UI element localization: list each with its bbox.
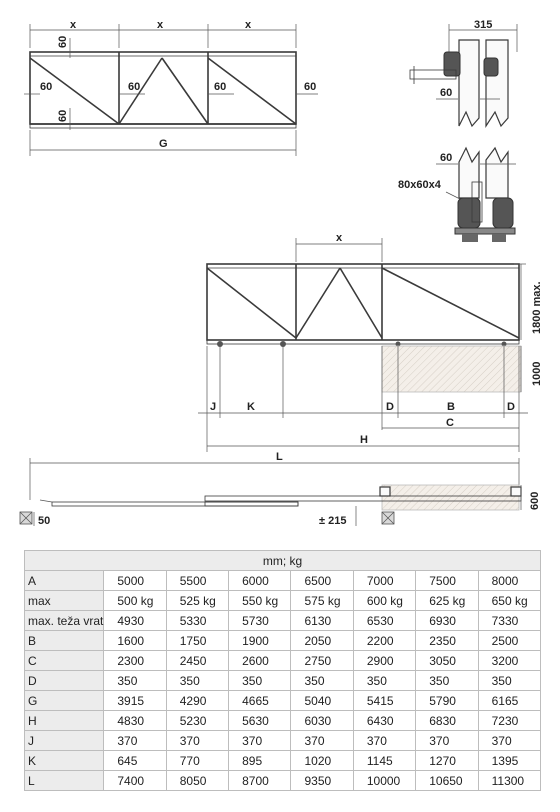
dim-d-right: D xyxy=(507,401,515,413)
table-cell: 5790 xyxy=(416,691,478,711)
table-cell: 6030 xyxy=(291,711,353,731)
table-row xyxy=(25,731,541,751)
table-cell: 5730 xyxy=(229,611,291,631)
table-cell: 2750 xyxy=(291,651,353,671)
table-cell: 3050 xyxy=(416,651,478,671)
dim-60-mid-1: 60 xyxy=(128,81,141,93)
row-label: max xyxy=(25,591,104,611)
dim-60-top: 60 xyxy=(57,35,69,48)
dim-60-side-a: 60 xyxy=(440,87,453,99)
table-cell: 10650 xyxy=(416,771,478,791)
table-row xyxy=(25,751,541,771)
table-cell: 5630 xyxy=(229,711,291,731)
table-cell: 370 xyxy=(353,731,415,751)
table-cell: 8050 xyxy=(166,771,228,791)
table-cell: 8700 xyxy=(229,771,291,791)
table-cell: 7330 xyxy=(478,611,540,631)
dim-j: J xyxy=(210,401,217,413)
table-row xyxy=(25,571,541,591)
table-cell: 2050 xyxy=(291,631,353,651)
table-cell: 6930 xyxy=(416,611,478,631)
dim-x-2: x xyxy=(157,19,164,31)
table-cell: 7230 xyxy=(478,711,540,731)
table-cell: 1750 xyxy=(166,631,228,651)
dim-x-3: x xyxy=(245,19,252,31)
table-cell: 6830 xyxy=(416,711,478,731)
dim-x-front: x xyxy=(336,232,343,244)
table-cell: 2600 xyxy=(229,651,291,671)
table-cell: 5230 xyxy=(166,711,228,731)
table-cell: 350 xyxy=(166,671,228,691)
table-cell: 5415 xyxy=(353,691,415,711)
row-label: K xyxy=(25,751,104,771)
table-cell: 370 xyxy=(104,731,166,751)
row-label: C xyxy=(25,651,104,671)
row-label: H xyxy=(25,711,104,731)
table-cell: 350 xyxy=(229,671,291,691)
table-row xyxy=(25,631,541,651)
row-label: B xyxy=(25,631,104,651)
table-row xyxy=(25,671,541,691)
profile-label: 80x60x4 xyxy=(398,179,441,191)
table-cell: 6500 xyxy=(291,571,353,591)
table-row xyxy=(25,711,541,731)
row-label: A xyxy=(25,571,104,591)
top-frame-view xyxy=(24,19,318,156)
table-cell: 7500 xyxy=(416,571,478,591)
dim-315: 315 xyxy=(474,19,493,31)
dim-c: C xyxy=(446,417,454,429)
table-cell: 2300 xyxy=(104,651,166,671)
table-cell: 2900 xyxy=(353,651,415,671)
table-cell: 525 kg xyxy=(166,591,228,611)
table-cell: 1270 xyxy=(416,751,478,771)
dim-x-1: x xyxy=(70,19,77,31)
table-cell: 6130 xyxy=(291,611,353,631)
side-view xyxy=(398,19,517,242)
dim-l: L xyxy=(276,451,283,463)
table-cell: 645 xyxy=(104,751,166,771)
table-header: mm; kg xyxy=(25,551,541,571)
spec-table xyxy=(24,550,541,791)
table-cell: 370 xyxy=(166,731,228,751)
table-cell: 6530 xyxy=(353,611,415,631)
table-cell: 350 xyxy=(104,671,166,691)
table-cell: 5000 xyxy=(104,571,166,591)
plan-view xyxy=(20,451,541,527)
table-cell: 1900 xyxy=(229,631,291,651)
table-cell: 11300 xyxy=(478,771,540,791)
table-cell: 1145 xyxy=(353,751,415,771)
table-cell: 1600 xyxy=(104,631,166,651)
dim-g: G xyxy=(159,138,168,150)
table-cell: 3915 xyxy=(104,691,166,711)
table-cell: 6430 xyxy=(353,711,415,731)
table-cell: 600 kg xyxy=(353,591,415,611)
table-cell: 2350 xyxy=(416,631,478,651)
dim-1800-max: 1800 max. xyxy=(531,281,543,334)
front-view xyxy=(198,232,543,452)
dim-plus-minus-215: ± 215 xyxy=(319,515,347,527)
row-label: D xyxy=(25,671,104,691)
table-cell: 5330 xyxy=(166,611,228,631)
table-cell: 5040 xyxy=(291,691,353,711)
dim-60-side-b: 60 xyxy=(440,152,453,164)
dim-d-left: D xyxy=(386,401,394,413)
table-cell: 370 xyxy=(478,731,540,751)
table-cell: 10000 xyxy=(353,771,415,791)
table-row xyxy=(25,691,541,711)
table-cell: 1020 xyxy=(291,751,353,771)
table-cell: 4665 xyxy=(229,691,291,711)
table-cell: 350 xyxy=(416,671,478,691)
table-cell: 770 xyxy=(166,751,228,771)
dim-60-right: 60 xyxy=(304,81,317,93)
table-cell: 9350 xyxy=(291,771,353,791)
table-cell: 4830 xyxy=(104,711,166,731)
table-cell: 575 kg xyxy=(291,591,353,611)
table-row xyxy=(25,611,541,631)
table-cell: 6165 xyxy=(478,691,540,711)
dim-b: B xyxy=(447,401,455,413)
table-header-row xyxy=(25,551,541,571)
table-cell: 2200 xyxy=(353,631,415,651)
dim-60-mid-2: 60 xyxy=(214,81,227,93)
dim-k: K xyxy=(247,401,255,413)
row-label: G xyxy=(25,691,104,711)
table-cell: 2450 xyxy=(166,651,228,671)
table-row xyxy=(25,771,541,791)
table-cell: 4290 xyxy=(166,691,228,711)
row-label: max. teža vrat xyxy=(25,611,104,631)
table-cell: 1395 xyxy=(478,751,540,771)
dim-60-left: 60 xyxy=(40,81,53,93)
table-cell: 8000 xyxy=(478,571,540,591)
table-cell: 350 xyxy=(353,671,415,691)
table-cell: 500 kg xyxy=(104,591,166,611)
table-cell: 5500 xyxy=(166,571,228,591)
dim-60-bottom: 60 xyxy=(57,109,69,122)
table-cell: 7000 xyxy=(353,571,415,591)
row-label: J xyxy=(25,731,104,751)
table-cell: 7400 xyxy=(104,771,166,791)
table-cell: 6000 xyxy=(229,571,291,591)
table-row xyxy=(25,651,541,671)
table-cell: 370 xyxy=(291,731,353,751)
table-cell: 370 xyxy=(229,731,291,751)
table-cell: 4930 xyxy=(104,611,166,631)
dim-600: 600 xyxy=(529,491,541,510)
table-cell: 650 kg xyxy=(478,591,540,611)
table-cell: 550 kg xyxy=(229,591,291,611)
table-cell: 370 xyxy=(416,731,478,751)
dim-h: H xyxy=(360,434,368,446)
table-cell: 3200 xyxy=(478,651,540,671)
table-cell: 350 xyxy=(478,671,540,691)
row-label: L xyxy=(25,771,104,791)
table-cell: 2500 xyxy=(478,631,540,651)
table-cell: 625 kg xyxy=(416,591,478,611)
table-cell: 350 xyxy=(291,671,353,691)
table-row xyxy=(25,591,541,611)
dim-50: 50 xyxy=(38,515,51,527)
dim-1000: 1000 xyxy=(531,361,543,386)
table-cell: 895 xyxy=(229,751,291,771)
